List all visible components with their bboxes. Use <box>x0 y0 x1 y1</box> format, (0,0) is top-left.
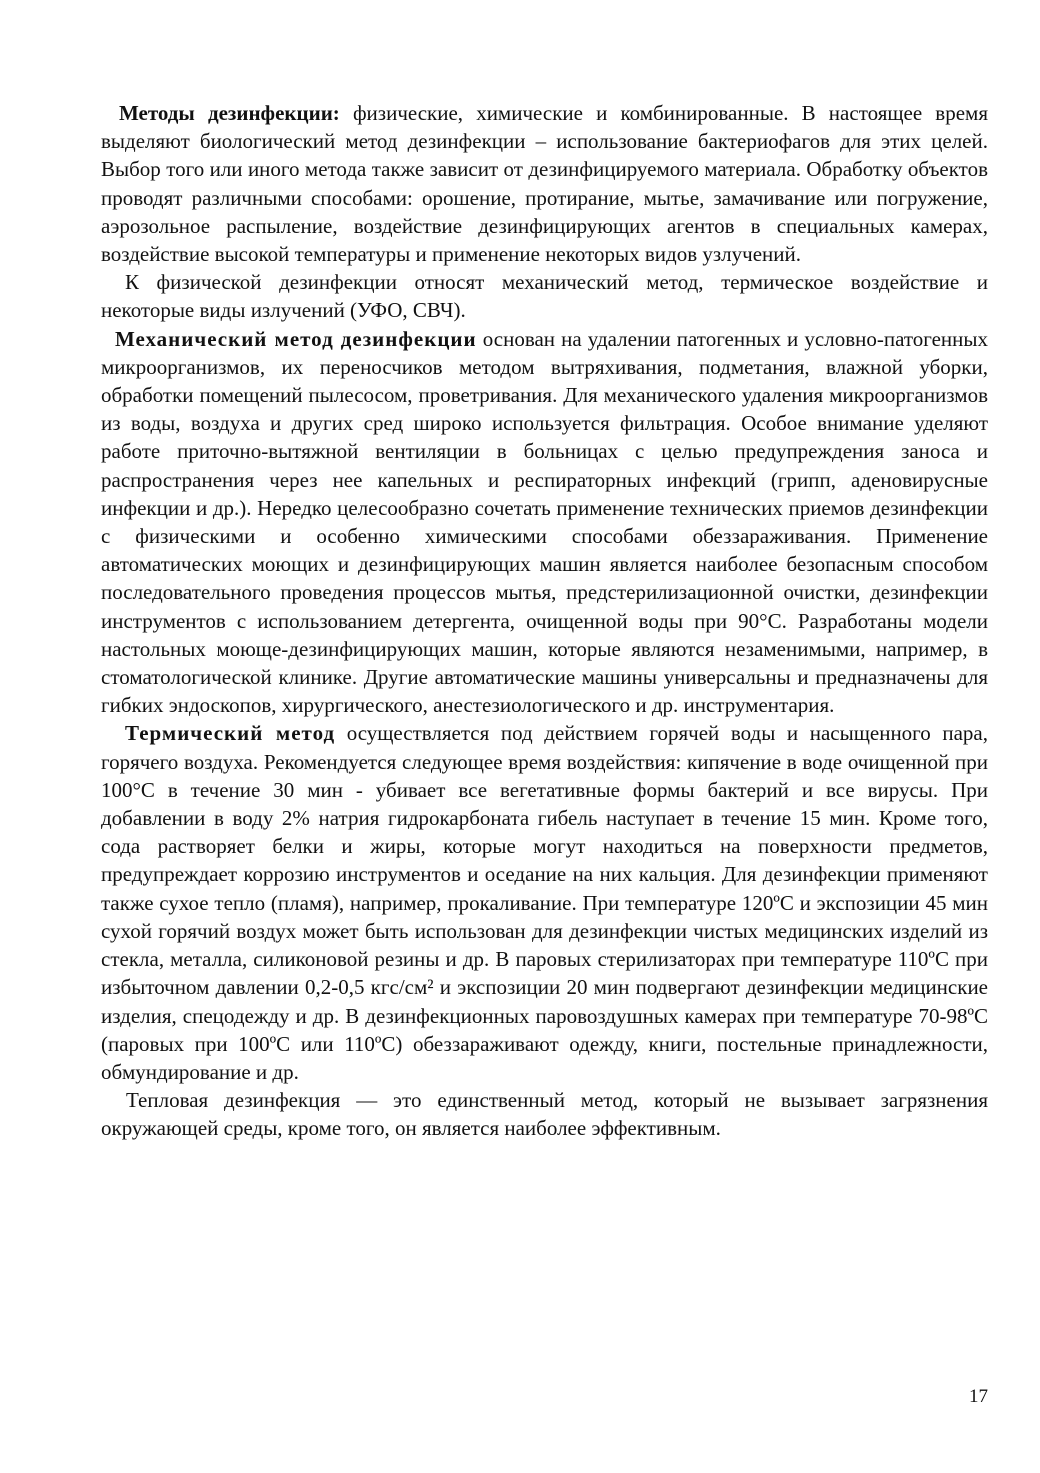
document-body <box>101 99 988 1143</box>
paragraph-text: осуществляется под действием горячей воды и насыщенного пара, горячего воздуха. Рекомендуется следующее время воздействия: кипячение в воде очищенной при 100°С в течение 30 мин - убивает все вегетативные формы бактерий и все вирусы. При добавлении в воду 2% натрия гидрокарбоната гибель наступает в течение 15 мин. Кроме того, сода растворяет белки и жиры, которые могут находиться на поверхности предметов, предупреждает коррозию инструментов и оседание на них кальция. Для дезинфекции применяют также сухое тепло (пламя), например, прокаливание. При температуре 120ºС и экспозиции 45 мин сухой горячий воздух может быть использован для дезинфекции чистых медицинских изделий из стекла, металла, силиконовой резины и др. В паровых стерилизаторах при температуре 110ºС при избыточном давлении 0,2-0,5 кгс/см² и экспозиции 20 мин подвергают дезинфекции медицинские изделия, спецодежду и др. В дезинфекционных паровоздушных камерах при температуре 70-98ºС (паровых при 100ºС или 110ºС) обеззараживают одежду, книги, постельные принадлежности, обмундирование и др. <box>101 721 988 1084</box>
paragraph-thermal <box>101 719 988 1086</box>
paragraph-text: К физической дезинфекции относят механический метод, термическое воздействие и некоторые виды излучений (УФО, СВЧ). <box>101 270 988 323</box>
paragraph-heat <box>101 1086 988 1142</box>
paragraph-lead: Термический метод <box>125 721 336 746</box>
paragraph-methods <box>101 99 988 268</box>
paragraph-lead: Методы дезинфекции: <box>119 101 340 125</box>
page-number: 17 <box>969 1386 988 1407</box>
paragraph-lead: Механический метод дезинфекции <box>115 326 477 351</box>
paragraph-text: Тепловая дезинфекция — это единственный метод, который не вызывает загрязнения окружающей среды, кроме того, он является наиболее эффективным. <box>101 1088 988 1141</box>
paragraph-text: основан на удалении патогенных и условно-патогенных микроорганизмов, их переносчиков методом вытряхивания, подметания, влажной уборки, обработки помещений пылесосом, проветривания. Для механического удаления микроорганизмов из воды, воздуха и других сред широко используется фильтрация. Особое внимание уделяют работе приточно-вытяжной вентиляции в больницах с целью предупреждения заноса и распространения через нее капельных и респираторных инфекций (грипп, аденовирусные инфекции и др.). Нередко целесообразно сочетать применение технических приемов дезинфекции с физическими и особенно химическими способами обеззараживания. Применение автоматических моющих и дезинфицирующих машин является наиболее безопасным способом последовательного проведения процессов мытья, предстерилизационной очистки, дезинфекции инструментов с использованием детергента, очищенной воды при 90°С. Разработаны модели настольных моюще-дезинфицирующих машин, которые являются незаменимыми, например, в стоматологической клинике. Другие автоматические машины универсальны и предназначены для гибких эндоскопов, хирургического, анестезиологического и др. инструментария. <box>101 326 988 718</box>
paragraph-text: физические, химические и комбинированные. В настоящее время выделяют биологический метод дезинфекции – использование бактериофагов для этих целей. Выбор того или иного метода также зависит от дезинфицируемого материала. Обработку объектов проводят различными способами: орошение, протирание, мытье, замачивание или погружение, аэрозольное распыление, воздействие дезинфицирующих агентов в специальных камерах, воздействие высокой температуры и применение некоторых видов узлучений. <box>101 101 988 267</box>
paragraph-mechanical <box>101 325 988 720</box>
paragraph-physical <box>101 268 988 324</box>
